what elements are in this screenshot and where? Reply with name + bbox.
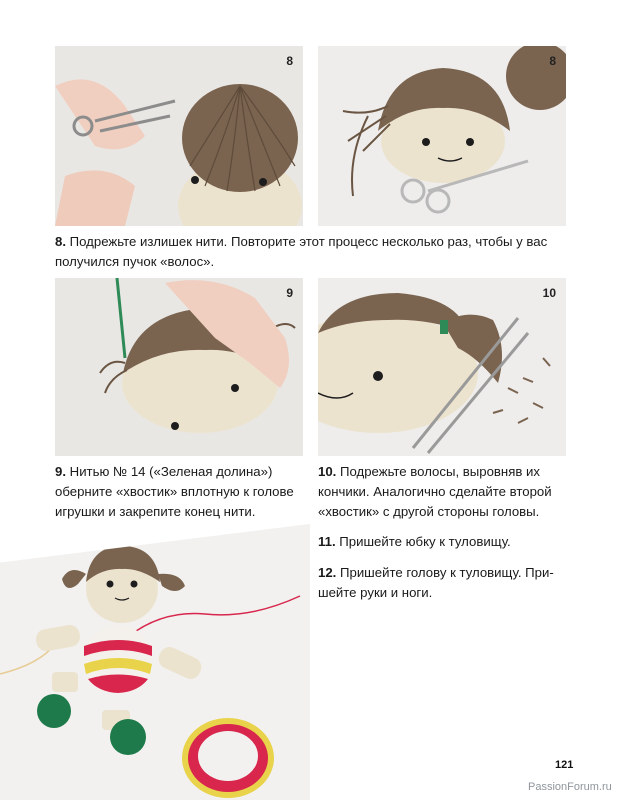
step-number: 10. [318,464,337,479]
doll-head-illustration [318,46,566,226]
step-text: Пришейте голову к туловищу. Пришейте руки и ноги. [318,565,554,600]
page-number: 121 [555,759,574,771]
photo-step-number: 10 [542,286,556,300]
step-8-photo-head [318,46,566,226]
watermark: PassionForum.ru [528,781,612,793]
step-number: 11. [318,534,336,549]
step-11-caption [318,532,568,552]
doll-head-illustration [55,278,303,456]
photo-step-number: 8 [549,54,556,68]
step-text: Подрежьте излишек нити. Повторите этот процесс несколько раз, чтобы у вас получился пучок «волос». [55,234,548,269]
step-text: Нитью № 14 («Зеленая долина») оберните «хвостик» вплотную к голове игрушки и закрепите конец нити. [55,464,294,519]
photo-step-number: 8 [286,54,293,68]
step-12-caption [318,563,568,603]
step-8-photo-cutting [55,46,303,226]
doll-head-illustration [318,278,566,456]
step-text: Пришейте юбку к туловищу. [335,534,511,549]
step-9-photo [55,278,303,456]
step-number: 9. [55,464,66,479]
photo-step-number: 9 [286,286,293,300]
step-9-caption [55,462,295,522]
step-10-photo [318,278,566,456]
step-8-caption [55,232,570,272]
doll-head-illustration [55,46,303,226]
doll-parts-photo [0,524,310,800]
step-number: 12. [318,565,337,580]
step-10-caption [318,462,568,522]
step-number: 8. [55,234,66,249]
doll-parts-illustration [0,524,310,800]
step-text: Подрежьте волосы, выровняв их кончики. Аналогично сделайте второй «хвостик» с другой стороны головы. [318,464,552,519]
